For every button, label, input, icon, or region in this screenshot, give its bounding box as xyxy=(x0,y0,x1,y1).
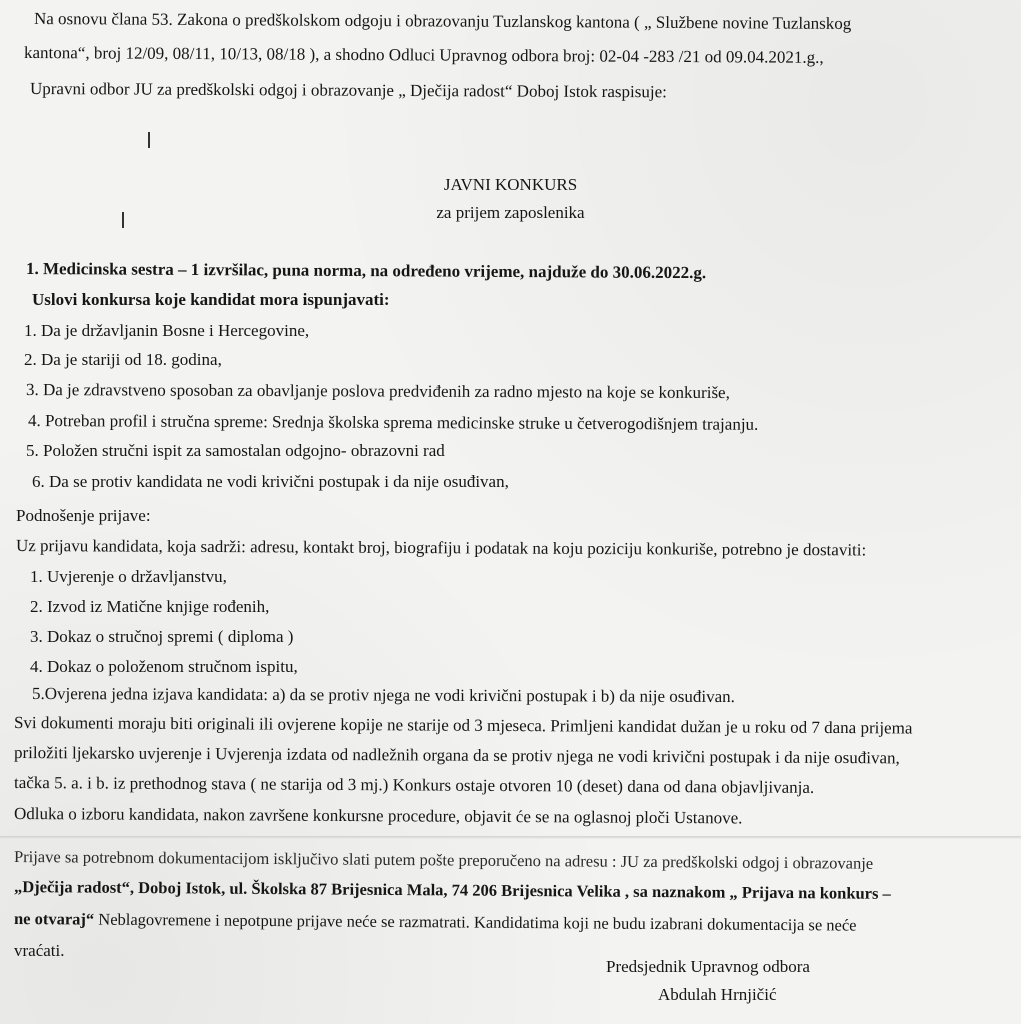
condition-item: 4. Potreban profil i stručna spreme: Srednja školska sprema medicinske struke u četverogodišnjem trajanju. xyxy=(27,411,759,434)
closing-line-3-text: Neblagovremene i nepotpune prijave neće se razmatrati. Kandidatima koji ne budu izabrani dokumentacija se neće xyxy=(94,909,857,935)
conditions-heading: Uslovi konkursa koje kandidat mora ispunjavati: xyxy=(32,290,390,309)
submission-intro: Uz prijavu kandidata, koja sadrži: adresu, kontakt broj, biografiju i podatak na koju poziciju konkuriše, potrebno je dostaviti: xyxy=(15,536,867,560)
condition-item: 5. Položen stručni ispit za samostalan odgojno- obrazovni rad xyxy=(26,441,445,460)
paper-fold xyxy=(0,836,1021,839)
intro-line-2: kantona“, broj 12/09, 08/11, 10/13, 08/18 ), a shodno Odluci Upravnog odbora broj: 02-04 -283 /21 od 09.04.2021.g., xyxy=(23,43,824,67)
closing-line-2: „Dječija radost“, Doboj Istok, ul. Školska 87 Brijesnica Mala, 74 206 Brijesnica Velika , sa naznakom „ Prijava na konkurs – xyxy=(13,877,891,903)
condition-item: 6. Da se protiv kandidata ne vodi krivični postupak i da nije osuđivan, xyxy=(32,472,509,491)
paragraph-line: tačka 5. a. i b. iz prethodnog stava ( ne starija od 3 mj.) Konkurs ostaje otvoren 10 (deset) dana od dana objavljivanja. xyxy=(13,773,815,797)
position-heading: 1. Medicinska sestra – 1 izvršilac, puna norma, na određeno vrijeme, najduže do 30.06.2022.g. xyxy=(25,259,707,283)
paragraph-line: Svi dokumenti moraju biti originali ili ovjerene kopije ne starije od 3 mjeseca. Primljeni kandidat dužan je u roku od 7 dana prijema xyxy=(13,713,913,738)
document-item: 3. Dokaz o stručnoj spremi ( diploma ) xyxy=(30,627,294,646)
submission-heading: Podnošenje prijave: xyxy=(16,506,151,525)
closing-line-4: vraćati. xyxy=(14,941,65,960)
document-title: JAVNI KONKURS xyxy=(443,175,578,194)
document-item: 1. Uvjerenje o državljanstvu, xyxy=(30,567,227,586)
document-item: 4. Dokaz o položenom stručnom ispitu, xyxy=(30,657,298,676)
scan-mark xyxy=(148,132,150,148)
closing-line-3 xyxy=(14,908,857,937)
document-subtitle: za prijem zaposlenika xyxy=(436,203,585,222)
paragraph-line: priložiti ljekarsko uvjerenje i Uvjerenja izdata od nadležnih organa da se protiv njega ne vodi krivični postupak i da nije osuđivan, xyxy=(13,743,900,768)
condition-item: 1. Da je državljanin Bosne i Hercegovine, xyxy=(24,321,310,340)
closing-emphasis: ne otvaraj“ xyxy=(13,909,95,929)
intro-line-3: Upravni odbor JU za predškolski odgoj i obrazovanje „ Dječija radost“ Doboj Istok raspisuje: xyxy=(29,79,667,102)
document-item: 2. Izvod iz Matične knjige rođenih, xyxy=(30,597,270,616)
closing-line-1: Prijave sa potrebnom dokumentacijom isključivo slati putem pošte preporučeno na adresu : JU za predškolski odgoj i obrazovanje xyxy=(13,847,874,873)
condition-item: 2. Da je stariji od 18. godina, xyxy=(24,350,222,369)
intro-line-1: Na osnovu člana 53. Zakona o predškolskom odgoju i obrazovanju Tuzlanskog kantona ( „ Službene novine Tuzlanskog xyxy=(33,9,852,33)
paragraph-line: Odluka o izboru kandidata, nakon završene konkursne procedure, objavit će se na oglasnoj ploči Ustanove. xyxy=(13,804,743,828)
signature-name: Abdulah Hrnjičić xyxy=(658,985,777,1004)
condition-item: 3. Da je zdravstveno sposoban za obavljanje poslova predviđenih za radno mjesto na koje se konkuriše, xyxy=(25,380,730,403)
signature-role: Predsjednik Upravnog odbora xyxy=(606,957,810,976)
document-item: 5.Ovjerena jedna izjava kandidata: a) da se protiv njega ne vodi krivični postupak i b) da nije osuđivan. xyxy=(31,684,735,707)
